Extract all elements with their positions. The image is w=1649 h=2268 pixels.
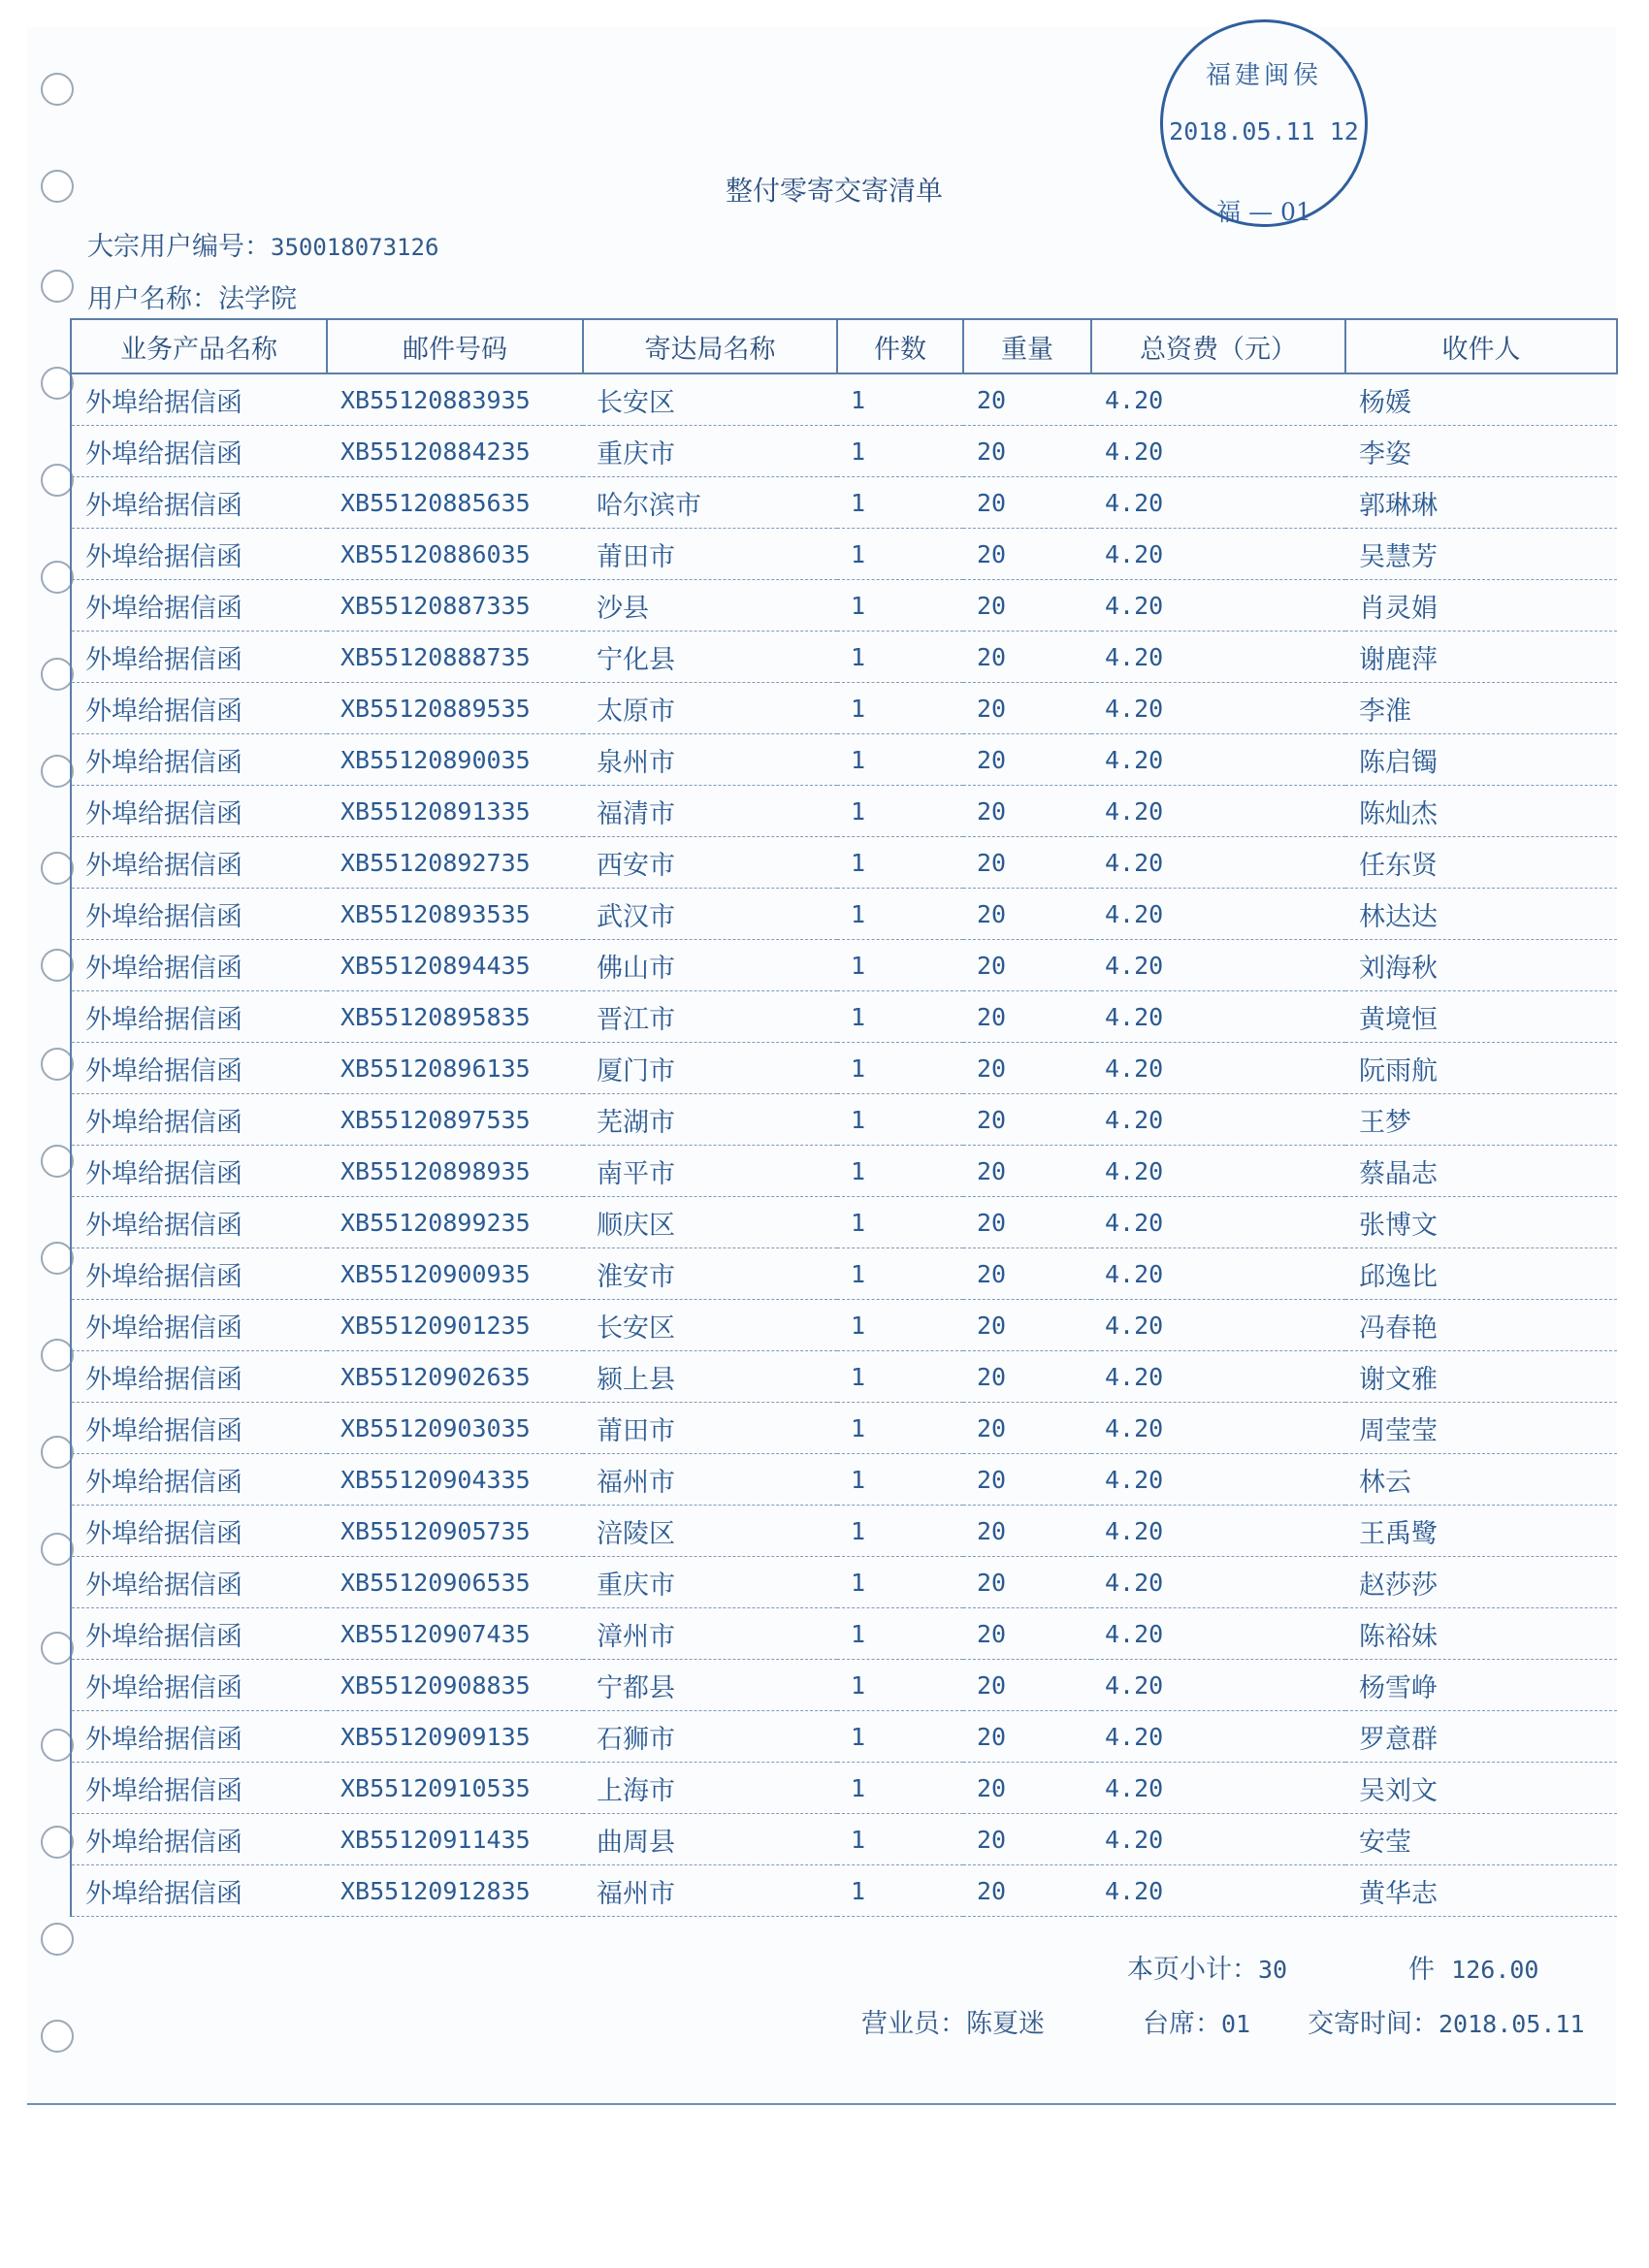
cell-weight: 20: [963, 940, 1091, 991]
table-row: [71, 1300, 1617, 1351]
cell-destination: 石狮市: [583, 1711, 837, 1763]
cell-mail-number: XB55120907435: [327, 1608, 583, 1660]
cell-weight: 20: [963, 991, 1091, 1043]
table-row: [71, 734, 1617, 786]
stamp-code: 福 — 01: [1216, 198, 1311, 226]
cell-fee: 4.20: [1091, 1146, 1345, 1197]
cell-product: 外埠给据信函: [71, 940, 327, 991]
cell-recipient: 刘海秋: [1345, 940, 1617, 991]
cell-weight: 20: [963, 1506, 1091, 1557]
cell-weight: 20: [963, 1660, 1091, 1711]
cell-weight: 20: [963, 786, 1091, 837]
cell-mail-number: XB55120904335: [327, 1454, 583, 1506]
cell-mail-number: XB55120901235: [327, 1300, 583, 1351]
punch-hole-icon: [41, 2020, 74, 2053]
cell-quantity: 1: [837, 1814, 963, 1865]
cell-fee: 4.20: [1091, 1300, 1345, 1351]
cell-quantity: 1: [837, 991, 963, 1043]
punch-hole-icon: [41, 1826, 74, 1859]
counter-value: 01: [1221, 2010, 1251, 2038]
punch-hole-icon: [41, 561, 74, 594]
cell-recipient: 陈裕妹: [1345, 1608, 1617, 1660]
cell-fee: 4.20: [1091, 477, 1345, 529]
submit-time: [1308, 2002, 1585, 2040]
cell-quantity: 1: [837, 837, 963, 889]
cell-quantity: 1: [837, 734, 963, 786]
table-row: [71, 683, 1617, 734]
cell-recipient: 王禹鹭: [1345, 1506, 1617, 1557]
cell-fee: 4.20: [1091, 1763, 1345, 1814]
cell-mail-number: XB55120902635: [327, 1351, 583, 1403]
subtotal-label: 本页小计：: [1127, 1955, 1258, 1985]
cell-weight: 20: [963, 1351, 1091, 1403]
cell-weight: 20: [963, 1248, 1091, 1300]
cell-weight: 20: [963, 1300, 1091, 1351]
column-header-weight: 重量: [963, 319, 1091, 373]
table-row: [71, 1711, 1617, 1763]
punch-hole-icon: [41, 949, 74, 982]
table-row: [71, 1094, 1617, 1146]
cell-recipient: 杨雪峥: [1345, 1660, 1617, 1711]
subtotal: [1127, 1948, 1287, 1986]
cell-weight: 20: [963, 837, 1091, 889]
cell-quantity: 1: [837, 1506, 963, 1557]
cell-product: 外埠给据信函: [71, 1711, 327, 1763]
cell-destination: 长安区: [583, 373, 837, 426]
cell-destination: 太原市: [583, 683, 837, 734]
table-row: [71, 426, 1617, 477]
cell-fee: 4.20: [1091, 889, 1345, 940]
table-row: [71, 1146, 1617, 1197]
cell-weight: 20: [963, 1711, 1091, 1763]
cell-quantity: 1: [837, 426, 963, 477]
cell-quantity: 1: [837, 786, 963, 837]
cell-mail-number: XB55120884235: [327, 426, 583, 477]
cell-weight: 20: [963, 529, 1091, 580]
cell-fee: 4.20: [1091, 1094, 1345, 1146]
cell-weight: 20: [963, 580, 1091, 632]
submit-time-label: 交寄时间：: [1308, 2009, 1439, 2039]
cell-quantity: 1: [837, 1197, 963, 1248]
cell-product: 外埠给据信函: [71, 477, 327, 529]
punch-hole-icon: [41, 1632, 74, 1665]
cell-quantity: 1: [837, 1454, 963, 1506]
cell-fee: 4.20: [1091, 1351, 1345, 1403]
cell-weight: 20: [963, 1608, 1091, 1660]
cell-destination: 泉州市: [583, 734, 837, 786]
cell-product: 外埠给据信函: [71, 1557, 327, 1608]
cell-destination: 西安市: [583, 837, 837, 889]
cell-mail-number: XB55120886035: [327, 529, 583, 580]
cell-recipient: 李淮: [1345, 683, 1617, 734]
cell-recipient: 邱逸比: [1345, 1248, 1617, 1300]
cell-quantity: 1: [837, 529, 963, 580]
cell-product: 外埠给据信函: [71, 734, 327, 786]
subtotal-count: 30: [1258, 1956, 1288, 1984]
punch-hole-icon: [41, 1048, 74, 1081]
stamp-office: 福建闽侯: [1205, 61, 1322, 90]
cell-quantity: 1: [837, 889, 963, 940]
cell-recipient: 陈启镯: [1345, 734, 1617, 786]
cell-product: 外埠给据信函: [71, 1454, 327, 1506]
cell-weight: 20: [963, 1557, 1091, 1608]
cell-destination: 沙县: [583, 580, 837, 632]
cell-fee: 4.20: [1091, 1660, 1345, 1711]
column-header-destination: 寄达局名称: [583, 319, 837, 373]
cell-quantity: 1: [837, 940, 963, 991]
cell-destination: 哈尔滨市: [583, 477, 837, 529]
cell-product: 外埠给据信函: [71, 1660, 327, 1711]
cell-quantity: 1: [837, 1351, 963, 1403]
customer-id-value: 350018073126: [271, 234, 439, 261]
column-header-quantity: 件数: [837, 319, 963, 373]
cell-destination: 福州市: [583, 1454, 837, 1506]
table-row: [71, 940, 1617, 991]
cell-mail-number: XB55120883935: [327, 373, 583, 426]
punch-hole-icon: [41, 1923, 74, 1956]
cell-mail-number: XB55120909135: [327, 1711, 583, 1763]
cell-recipient: 吴慧芳: [1345, 529, 1617, 580]
table-row: [71, 1660, 1617, 1711]
cell-product: 外埠给据信函: [71, 1865, 327, 1917]
table-row: [71, 1043, 1617, 1094]
clerk: [861, 2002, 1045, 2040]
cell-fee: 4.20: [1091, 1557, 1345, 1608]
punch-hole-icon: [41, 270, 74, 303]
cell-recipient: 任东贤: [1345, 837, 1617, 889]
punch-hole-icon: [41, 1533, 74, 1566]
cell-fee: 4.20: [1091, 580, 1345, 632]
cell-fee: 4.20: [1091, 1197, 1345, 1248]
cell-mail-number: XB55120890035: [327, 734, 583, 786]
punch-hole-icon: [41, 1145, 74, 1178]
subtotal-amount-line: [1408, 1948, 1538, 1986]
cell-recipient: 谢鹿萍: [1345, 632, 1617, 683]
cell-fee: 4.20: [1091, 991, 1345, 1043]
cell-fee: 4.20: [1091, 1865, 1345, 1917]
cell-fee: 4.20: [1091, 373, 1345, 426]
cell-destination: 武汉市: [583, 889, 837, 940]
table-row: [71, 786, 1617, 837]
cell-quantity: 1: [837, 1403, 963, 1454]
column-header-fee: 总资费（元）: [1091, 319, 1345, 373]
cell-quantity: 1: [837, 1248, 963, 1300]
cell-product: 外埠给据信函: [71, 1197, 327, 1248]
cell-mail-number: XB55120891335: [327, 786, 583, 837]
submit-time-value: 2018.05.11: [1439, 2010, 1585, 2038]
table-row: [71, 1557, 1617, 1608]
cell-recipient: 阮雨航: [1345, 1043, 1617, 1094]
cell-recipient: 陈灿杰: [1345, 786, 1617, 837]
table-body: [71, 373, 1617, 1917]
table-row: [71, 632, 1617, 683]
cell-weight: 20: [963, 1403, 1091, 1454]
cell-destination: 漳州市: [583, 1608, 837, 1660]
cell-product: 外埠给据信函: [71, 1300, 327, 1351]
bottom-divider: [27, 2103, 1616, 2105]
cell-recipient: 冯春艳: [1345, 1300, 1617, 1351]
column-header-number: 邮件号码: [327, 319, 583, 373]
cell-mail-number: XB55120899235: [327, 1197, 583, 1248]
punch-hole-icon: [41, 1436, 74, 1469]
cell-weight: 20: [963, 1043, 1091, 1094]
cell-mail-number: XB55120903035: [327, 1403, 583, 1454]
cell-mail-number: XB55120893535: [327, 889, 583, 940]
cell-fee: 4.20: [1091, 683, 1345, 734]
cell-destination: 淮安市: [583, 1248, 837, 1300]
table-row: [71, 1248, 1617, 1300]
mail-list-table: [70, 318, 1618, 1917]
cell-fee: 4.20: [1091, 940, 1345, 991]
cell-fee: 4.20: [1091, 1248, 1345, 1300]
clerk-name: 陈夏迷: [966, 2009, 1045, 2039]
cell-destination: 福清市: [583, 786, 837, 837]
cell-weight: 20: [963, 1146, 1091, 1197]
customer-name-line: [87, 277, 297, 315]
cell-product: 外埠给据信函: [71, 1351, 327, 1403]
cell-destination: 宁都县: [583, 1660, 837, 1711]
clerk-label: 营业员：: [861, 2009, 966, 2039]
cell-fee: 4.20: [1091, 1454, 1345, 1506]
subtotal-amount: 126.00: [1451, 1956, 1539, 1984]
cell-mail-number: XB55120908835: [327, 1660, 583, 1711]
cell-recipient: 周莹莹: [1345, 1403, 1617, 1454]
cell-quantity: 1: [837, 1865, 963, 1917]
cell-fee: 4.20: [1091, 734, 1345, 786]
table-row: [71, 1197, 1617, 1248]
cell-weight: 20: [963, 477, 1091, 529]
cell-mail-number: XB55120885635: [327, 477, 583, 529]
customer-name-value: 法学院: [218, 284, 297, 314]
cell-destination: 莆田市: [583, 1403, 837, 1454]
cell-recipient: 吴刘文: [1345, 1763, 1617, 1814]
cell-mail-number: XB55120887335: [327, 580, 583, 632]
punch-hole-icon: [41, 367, 74, 400]
cell-fee: 4.20: [1091, 632, 1345, 683]
cell-recipient: 张博文: [1345, 1197, 1617, 1248]
cell-destination: 晋江市: [583, 991, 837, 1043]
cell-product: 外埠给据信函: [71, 1506, 327, 1557]
cell-destination: 重庆市: [583, 426, 837, 477]
cell-mail-number: XB55120900935: [327, 1248, 583, 1300]
cell-recipient: 赵莎莎: [1345, 1557, 1617, 1608]
cell-product: 外埠给据信函: [71, 1608, 327, 1660]
cell-product: 外埠给据信函: [71, 529, 327, 580]
cell-mail-number: XB55120912835: [327, 1865, 583, 1917]
cell-destination: 曲周县: [583, 1814, 837, 1865]
cell-fee: 4.20: [1091, 1814, 1345, 1865]
stamp-date: 2018.05.11 12: [1169, 117, 1359, 146]
cell-recipient: 肖灵娟: [1345, 580, 1617, 632]
cell-quantity: 1: [837, 683, 963, 734]
cell-quantity: 1: [837, 1300, 963, 1351]
cell-destination: 宁化县: [583, 632, 837, 683]
cell-fee: 4.20: [1091, 1608, 1345, 1660]
cell-destination: 莆田市: [583, 529, 837, 580]
cell-quantity: 1: [837, 1557, 963, 1608]
cell-destination: 南平市: [583, 1146, 837, 1197]
cell-weight: 20: [963, 1814, 1091, 1865]
column-header-recipient: 收件人: [1345, 319, 1617, 373]
cell-quantity: 1: [837, 477, 963, 529]
punch-hole-icon: [41, 170, 74, 203]
table-row: [71, 1454, 1617, 1506]
cell-destination: 颍上县: [583, 1351, 837, 1403]
cell-weight: 20: [963, 1094, 1091, 1146]
cell-product: 外埠给据信函: [71, 837, 327, 889]
cell-quantity: 1: [837, 1094, 963, 1146]
cell-product: 外埠给据信函: [71, 373, 327, 426]
table-row: [71, 1351, 1617, 1403]
cell-quantity: 1: [837, 1043, 963, 1094]
punch-hole-icon: [41, 1242, 74, 1275]
punch-hole-icon: [41, 852, 74, 885]
table-row: [71, 1865, 1617, 1917]
customer-name-label: 用户名称：: [87, 284, 218, 314]
cell-recipient: 谢文雅: [1345, 1351, 1617, 1403]
cell-recipient: 杨媛: [1345, 373, 1617, 426]
table-row: [71, 837, 1617, 889]
cell-product: 外埠给据信函: [71, 426, 327, 477]
cell-mail-number: XB55120895835: [327, 991, 583, 1043]
cell-fee: 4.20: [1091, 1506, 1345, 1557]
table-row: [71, 1608, 1617, 1660]
counter: [1143, 2002, 1250, 2040]
cell-recipient: 李姿: [1345, 426, 1617, 477]
cell-product: 外埠给据信函: [71, 1814, 327, 1865]
cell-weight: 20: [963, 1197, 1091, 1248]
cell-product: 外埠给据信函: [71, 786, 327, 837]
cell-destination: 上海市: [583, 1763, 837, 1814]
cell-destination: 厦门市: [583, 1043, 837, 1094]
customer-id-label: 大宗用户编号：: [87, 232, 271, 262]
punch-hole-icon: [41, 755, 74, 788]
cell-mail-number: XB55120894435: [327, 940, 583, 991]
cell-quantity: 1: [837, 1146, 963, 1197]
cell-quantity: 1: [837, 1711, 963, 1763]
cell-mail-number: XB55120896135: [327, 1043, 583, 1094]
table-row: [71, 580, 1617, 632]
cell-mail-number: XB55120889535: [327, 683, 583, 734]
cell-fee: 4.20: [1091, 529, 1345, 580]
cell-recipient: 郭琳琳: [1345, 477, 1617, 529]
piece-label: 件: [1408, 1955, 1435, 1985]
cell-recipient: 黄华志: [1345, 1865, 1617, 1917]
counter-label: 台席：: [1143, 2009, 1221, 2039]
table-row: [71, 1506, 1617, 1557]
cell-product: 外埠给据信函: [71, 1146, 327, 1197]
cell-destination: 芜湖市: [583, 1094, 837, 1146]
cell-destination: 涪陵区: [583, 1506, 837, 1557]
cell-destination: 福州市: [583, 1865, 837, 1917]
cell-weight: 20: [963, 1454, 1091, 1506]
postmark-stamp: [1160, 19, 1368, 227]
cell-recipient: 林达达: [1345, 889, 1617, 940]
cell-product: 外埠给据信函: [71, 991, 327, 1043]
document-title: 整付零寄交寄清单: [725, 175, 943, 207]
punch-hole-icon: [41, 1729, 74, 1762]
cell-mail-number: XB55120905735: [327, 1506, 583, 1557]
cell-weight: 20: [963, 632, 1091, 683]
cell-recipient: 蔡晶志: [1345, 1146, 1617, 1197]
cell-destination: 长安区: [583, 1300, 837, 1351]
cell-fee: 4.20: [1091, 786, 1345, 837]
cell-weight: 20: [963, 734, 1091, 786]
table-row: [71, 373, 1617, 426]
cell-destination: 重庆市: [583, 1557, 837, 1608]
cell-recipient: 王梦: [1345, 1094, 1617, 1146]
cell-destination: 顺庆区: [583, 1197, 837, 1248]
table-row: [71, 529, 1617, 580]
cell-recipient: 林云: [1345, 1454, 1617, 1506]
cell-mail-number: XB55120910535: [327, 1763, 583, 1814]
table-row: [71, 477, 1617, 529]
cell-fee: 4.20: [1091, 837, 1345, 889]
cell-quantity: 1: [837, 632, 963, 683]
punch-hole-icon: [41, 73, 74, 106]
table-row: [71, 1403, 1617, 1454]
cell-product: 外埠给据信函: [71, 1248, 327, 1300]
cell-product: 外埠给据信函: [71, 683, 327, 734]
cell-product: 外埠给据信函: [71, 889, 327, 940]
cell-mail-number: XB55120888735: [327, 632, 583, 683]
cell-weight: 20: [963, 426, 1091, 477]
cell-product: 外埠给据信函: [71, 1043, 327, 1094]
cell-weight: 20: [963, 373, 1091, 426]
table-row: [71, 1763, 1617, 1814]
cell-mail-number: XB55120911435: [327, 1814, 583, 1865]
cell-weight: 20: [963, 1865, 1091, 1917]
punch-hole-icon: [41, 658, 74, 691]
table-row: [71, 889, 1617, 940]
cell-recipient: 黄境恒: [1345, 991, 1617, 1043]
column-header-product: 业务产品名称: [71, 319, 327, 373]
cell-weight: 20: [963, 683, 1091, 734]
cell-quantity: 1: [837, 1660, 963, 1711]
cell-weight: 20: [963, 1763, 1091, 1814]
cell-fee: 4.20: [1091, 1711, 1345, 1763]
table-row: [71, 991, 1617, 1043]
cell-mail-number: XB55120892735: [327, 837, 583, 889]
cell-product: 外埠给据信函: [71, 1094, 327, 1146]
cell-product: 外埠给据信函: [71, 632, 327, 683]
cell-fee: 4.20: [1091, 426, 1345, 477]
cell-recipient: 安莹: [1345, 1814, 1617, 1865]
cell-quantity: 1: [837, 580, 963, 632]
customer-id-line: [87, 225, 438, 263]
cell-fee: 4.20: [1091, 1043, 1345, 1094]
cell-quantity: 1: [837, 1763, 963, 1814]
cell-product: 外埠给据信函: [71, 580, 327, 632]
cell-mail-number: XB55120898935: [327, 1146, 583, 1197]
cell-quantity: 1: [837, 373, 963, 426]
cell-recipient: 罗意群: [1345, 1711, 1617, 1763]
punch-hole-icon: [41, 1339, 74, 1372]
punch-hole-icon: [41, 464, 74, 497]
cell-quantity: 1: [837, 1608, 963, 1660]
cell-mail-number: XB55120906535: [327, 1557, 583, 1608]
cell-destination: 佛山市: [583, 940, 837, 991]
cell-product: 外埠给据信函: [71, 1763, 327, 1814]
table-header-row: [71, 319, 1617, 373]
table-row: [71, 1814, 1617, 1865]
cell-fee: 4.20: [1091, 1403, 1345, 1454]
cell-weight: 20: [963, 889, 1091, 940]
cell-product: 外埠给据信函: [71, 1403, 327, 1454]
cell-mail-number: XB55120897535: [327, 1094, 583, 1146]
